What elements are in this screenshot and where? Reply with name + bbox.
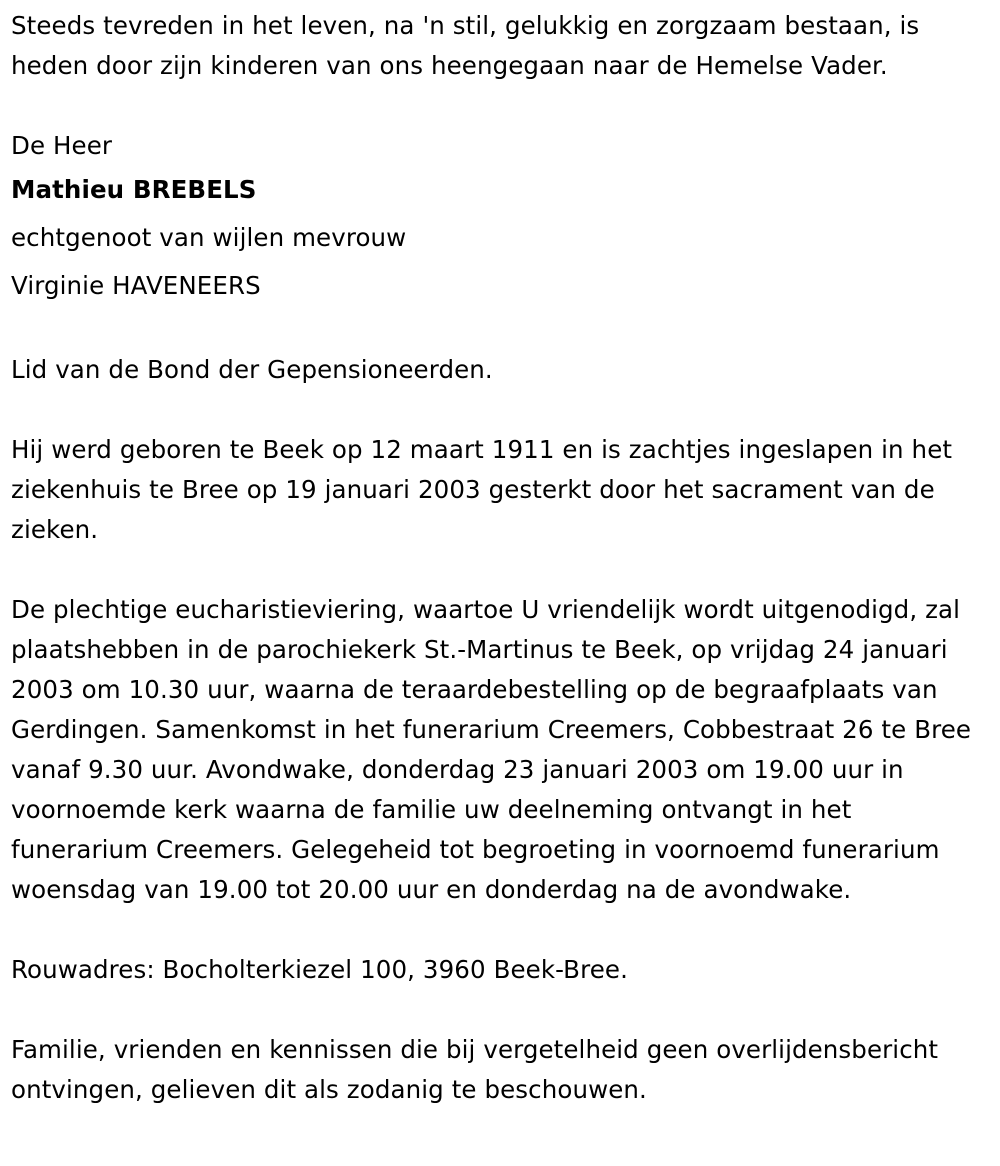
intro-paragraph: Steeds tevreden in het leven, na 'n stil, gelukkig en zorgzaam bestaan, is heden door zijn kinderen van ons heengegaan naar de Hemelse Vader.	[11, 11, 920, 80]
obituary-document	[11, 6, 993, 1110]
honorific-title: De Heer	[11, 131, 113, 160]
spacer	[11, 390, 993, 430]
ceremony-paragraph: De plechtige eucharistieviering, waartoe U vriendelijk wordt uitgenodigd, zal plaatshebben in de parochiekerk St.-Martinus te Beek, op vrijdag 24 januari 2003 om 10.30 uur, waarna de teraardebestelling op de begraafplaats van Gerdingen. Samenkomst in het funerarium Creemers, Cobbestraat 26 te Bree vanaf 9.30 uur. Avondwake, donderdag 23 januari 2003 om 19.00 uur in voornoemde kerk waarna de familie uw deelneming ontvangt in het funerarium Creemers. Gelegeheid tot begroeting in voornoemd funerarium woensdag van 19.00 tot 20.00 uur en donderdag na de avondwake.	[11, 595, 972, 904]
spouse-label: echtgenoot van wijlen mevrouw	[11, 223, 407, 252]
spacer	[11, 310, 993, 350]
mourning-address: Rouwadres: Bocholterkiezel 100, 3960 Beek-Bree.	[11, 955, 628, 984]
spacer	[11, 550, 993, 590]
spacer	[11, 910, 993, 950]
closing-paragraph: Familie, vrienden en kennissen die bij vergetelheid geen overlijdensbericht ontvingen, gelieven dit als zodanig te beschouwen.	[11, 1035, 939, 1104]
spacer	[11, 86, 993, 126]
spouse-name: Virginie HAVENEERS	[11, 271, 261, 300]
birth-death-paragraph: Hij werd geboren te Beek op 12 maart 1911 en is zachtjes ingeslapen in het ziekenhuis te Bree op 19 januari 2003 gesterkt door het sacrament van de zieken.	[11, 435, 953, 544]
membership-paragraph: Lid van de Bond der Gepensioneerden.	[11, 355, 493, 384]
deceased-name: Mathieu BREBELS	[11, 175, 257, 204]
spacer	[11, 990, 993, 1030]
